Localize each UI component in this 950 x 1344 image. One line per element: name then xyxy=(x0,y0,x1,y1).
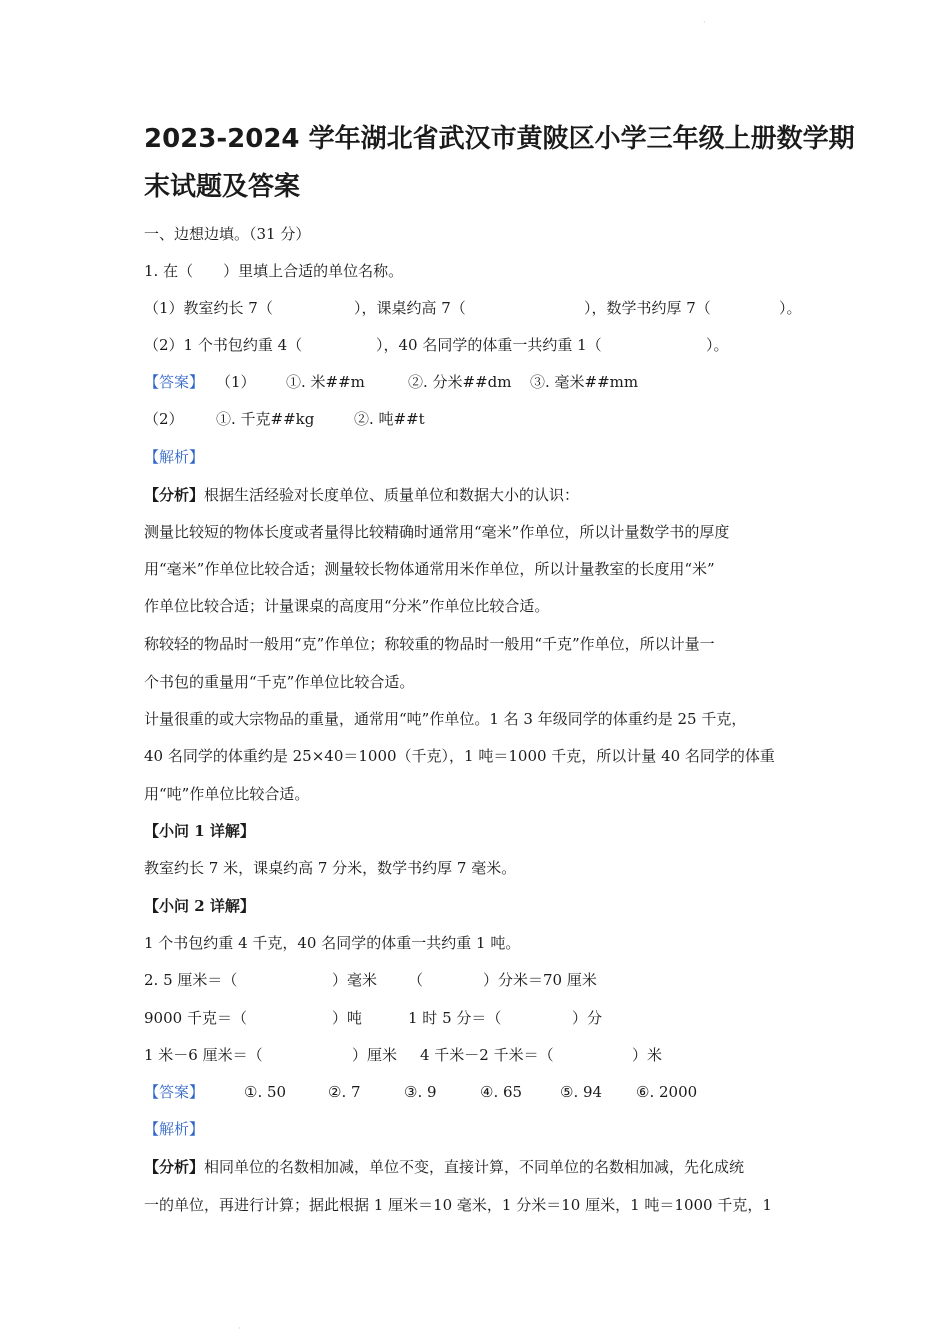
answer-lead: （1） xyxy=(216,373,256,391)
q2-cell: （ xyxy=(408,971,424,989)
answer-item: ②. 7 xyxy=(328,1083,361,1101)
q2-cell: 2. 5 厘米＝（ xyxy=(144,971,238,989)
q1-part2-a: （2）1 个书包约重 4（ xyxy=(144,336,303,354)
q1-analysis-first xyxy=(144,485,579,505)
scan-dot-decoration: · xyxy=(703,18,706,27)
q1-part2-c: ）。 xyxy=(706,336,729,354)
q1-part2 xyxy=(144,335,729,355)
analysis-line: 作单位比较合适；计量课桌的高度用“分米”作单位比较合适。 xyxy=(144,597,550,615)
q2-row-3 xyxy=(144,1045,662,1065)
q2-analysis-first xyxy=(144,1157,744,1177)
q2-cell: ）米 xyxy=(632,1046,663,1064)
q2-cell: ）分米＝70 厘米 xyxy=(483,971,597,989)
answer-item: ③. 9 xyxy=(404,1083,437,1101)
analysis-line: 测量比较短的物体长度或者量得比较精确时通常用“毫米”作单位，所以计量数学书的厚度 xyxy=(144,523,730,541)
q1-part2-b: ），40 名同学的体重一共约重 1（ xyxy=(376,336,602,354)
answer-tag: 【答案】 xyxy=(144,1083,205,1101)
analysis-line: 一的单位，再进行计算；据此根据 1 厘米＝10 毫米，1 分米＝10 厘米，1 吨＝1000 千克，1 xyxy=(144,1196,772,1214)
jiexi-tag: 【解析】 xyxy=(144,1120,205,1138)
sub-question-2-tag: 【小问 2 详解】 xyxy=(144,897,255,915)
section-heading: 一、边想边填。（31 分） xyxy=(144,225,311,243)
q2-answer-line xyxy=(144,1082,697,1102)
q1-part1-d: ）。 xyxy=(779,299,802,317)
q1-stem: 1. 在（ ）里填上合适的单位名称。 xyxy=(144,262,404,280)
answer-item: ②. 吨##t xyxy=(354,410,425,428)
analysis-line: 个书包的重量用“千克”作单位比较合适。 xyxy=(144,673,415,691)
title-line-1: 2023-2024 学年湖北省武汉市黄陂区小学三年级上册数学期 xyxy=(144,124,855,154)
q1-part1 xyxy=(144,298,802,318)
sub-question-1-tag: 【小问 1 详解】 xyxy=(144,822,255,840)
analysis-text: 根据生活经验对长度单位、质量单位和数据大小的认识： xyxy=(204,486,580,504)
answer-item: ①. 50 xyxy=(244,1083,287,1101)
analysis-tag: 【分析】 xyxy=(144,486,205,504)
q2-row-1 xyxy=(144,970,597,990)
q2-cell: 1 米－6 厘米＝（ xyxy=(144,1046,263,1064)
analysis-line: 用“毫米”作单位比较合适；测量较长物体通常用米作单位，所以计量教室的长度用“米” xyxy=(144,560,715,578)
q2-cell: ）毫米 xyxy=(332,971,378,989)
answer-item: ①. 千克##kg xyxy=(216,410,315,428)
q2-cell: ）吨 xyxy=(332,1009,363,1027)
answer-item: ①. 米##m xyxy=(286,373,365,391)
analysis-tag: 【分析】 xyxy=(144,1158,205,1176)
sub-question-2-text: 1 个书包约重 4 千克，40 名同学的体重一共约重 1 吨。 xyxy=(144,934,521,952)
sub-question-1-text: 教室约长 7 米，课桌约高 7 分米，数学书约厚 7 毫米。 xyxy=(144,859,517,877)
answer-item: ④. 65 xyxy=(480,1083,523,1101)
answer-tag: 【答案】 xyxy=(144,373,205,391)
q1-part1-b: ），课桌约高 7（ xyxy=(354,299,466,317)
title-line-2: 末试题及答案 xyxy=(144,172,301,202)
q1-answer-line-2 xyxy=(144,409,425,429)
answer-item: ③. 毫米##mm xyxy=(530,373,639,391)
jiexi-tag: 【解析】 xyxy=(144,448,205,466)
answer-item: ②. 分米##dm xyxy=(408,373,512,391)
q2-cell: ）厘米 xyxy=(352,1046,398,1064)
answer-lead: （2） xyxy=(144,410,184,428)
q2-cell: 4 千米－2 千米＝（ xyxy=(420,1046,554,1064)
q2-cell: ）分 xyxy=(572,1009,603,1027)
q2-row-2 xyxy=(144,1008,602,1028)
scan-dot-decoration: · xyxy=(238,1324,241,1333)
answer-item: ⑥. 2000 xyxy=(636,1083,698,1101)
answer-item: ⑤. 94 xyxy=(560,1083,603,1101)
q1-part1-c: ），数学书约厚 7（ xyxy=(584,299,711,317)
analysis-line: 称较轻的物品时一般用“克”作单位；称较重的物品时一般用“千克”作单位，所以计量一 xyxy=(144,635,715,653)
q1-part1-a: （1）教室约长 7（ xyxy=(144,299,273,317)
q2-cell: 1 时 5 分＝（ xyxy=(408,1009,502,1027)
q2-cell: 9000 千克＝（ xyxy=(144,1009,247,1027)
analysis-line: 40 名同学的体重约是 25×40＝1000（千克），1 吨＝1000 千克，所以计量 40 名同学的体重 xyxy=(144,747,775,765)
analysis-line: 用“吨”作单位比较合适。 xyxy=(144,785,310,803)
q1-answer-line-1 xyxy=(144,372,638,392)
analysis-line: 计量很重的或大宗物品的重量，通常用“吨”作单位。1 名 3 年级同学的体重约是 25 千克， xyxy=(144,710,747,728)
analysis-text: 相同单位的名数相加减，单位不变，直接计算，不同单位的名数相加减，先化成统 xyxy=(204,1158,745,1176)
